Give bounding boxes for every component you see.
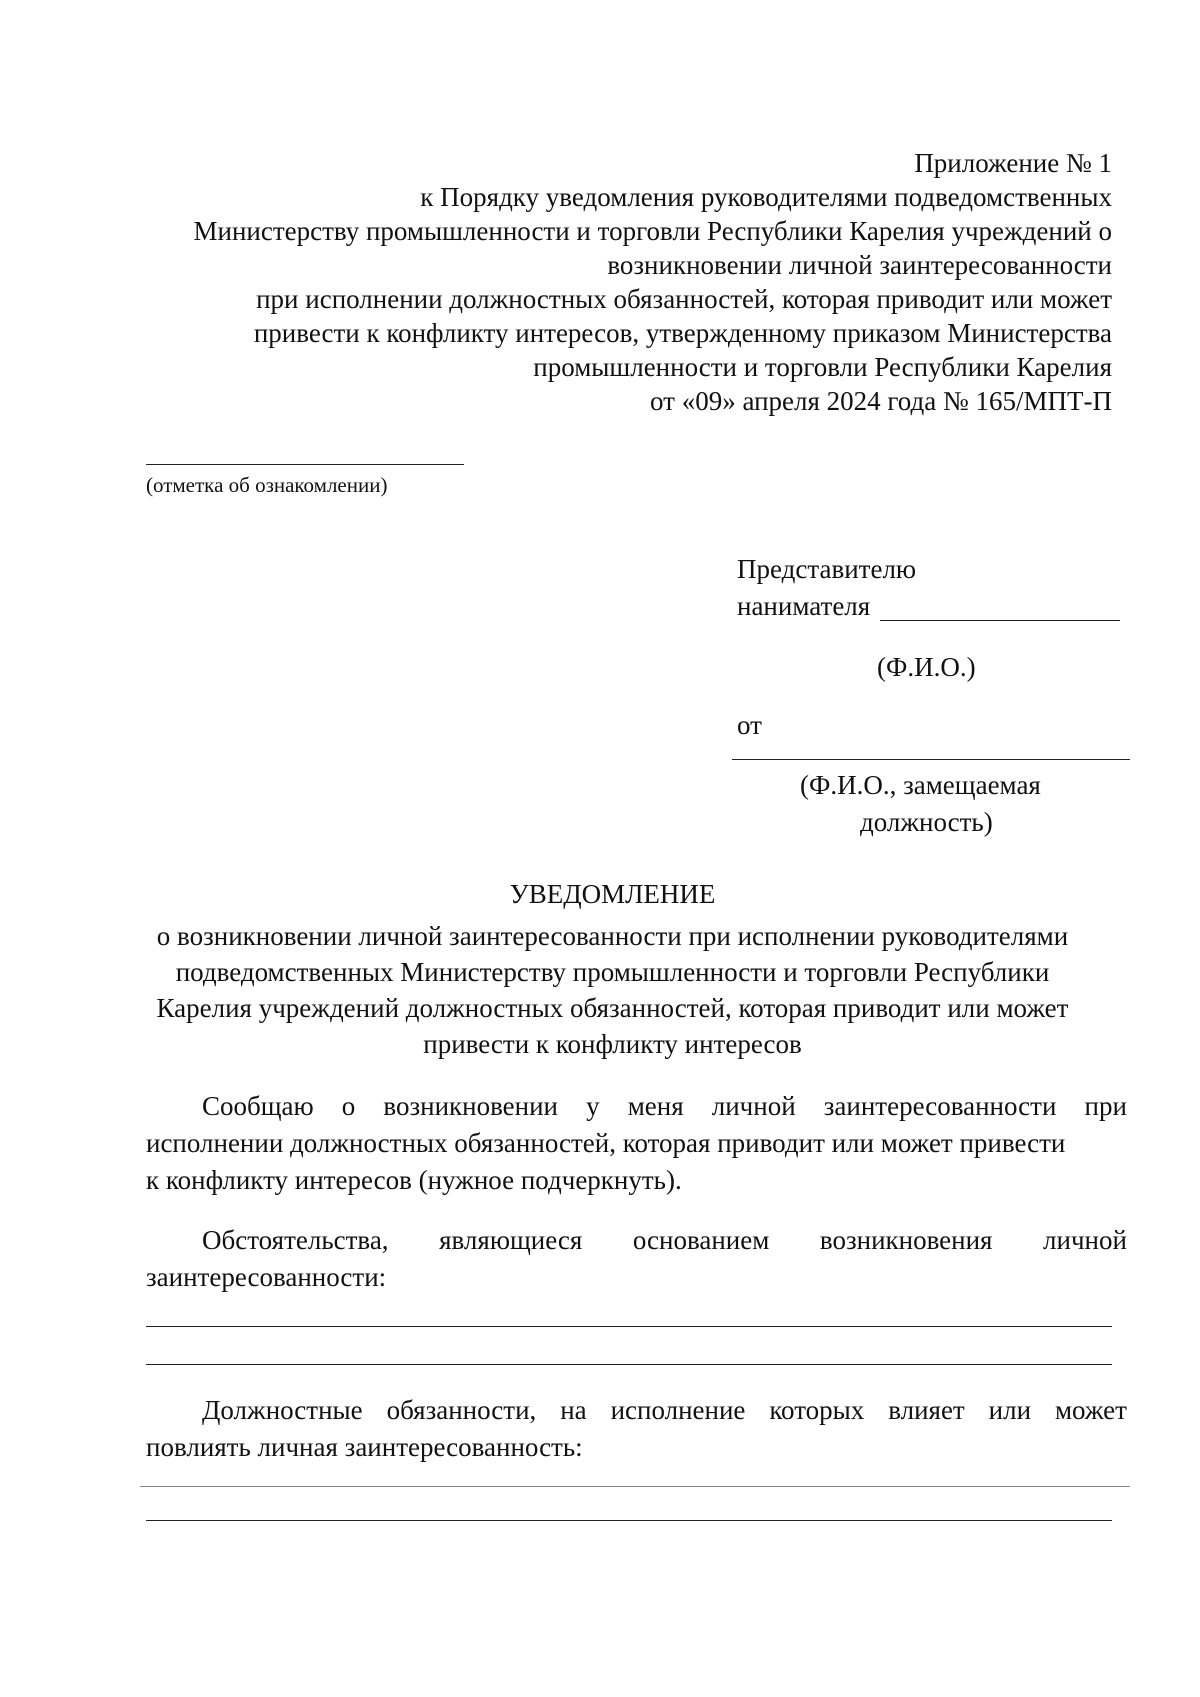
addressee-to-line1: Представителю	[737, 554, 917, 584]
paragraph-line: Должностные обязанности, на исполнение которых влияет или может	[202, 1395, 1127, 1425]
addressee-from-label: от	[737, 710, 762, 740]
addressee-to-caption: (Ф.И.О.)	[877, 652, 976, 682]
sender-caption-line1: (Ф.И.О., замещаемая	[800, 770, 1041, 800]
paragraph-line: заинтересованности:	[146, 1262, 387, 1292]
paragraph-notice	[146, 1088, 1127, 1199]
paragraph-line: исполнении должностных обязанностей, которая приводит или может привести	[146, 1128, 1066, 1158]
addressee-name-line	[880, 620, 1120, 621]
appendix-header	[100, 146, 1112, 418]
paragraph-circumstances	[146, 1222, 1127, 1296]
header-line: возникновении личной заинтересованности	[607, 250, 1112, 280]
paragraph-line: Сообщаю о возникновении у меня личной заинтересованности при	[202, 1091, 1127, 1121]
paragraph-line: повлиять личная заинтересованность:	[146, 1432, 583, 1462]
fill-line-duties-2[interactable]	[146, 1520, 1112, 1521]
sender-name-line	[732, 759, 1130, 760]
header-line: Министерству промышленности и торговли Республики Карелия учреждений о	[193, 216, 1112, 246]
acknowledgement-label: (отметка об ознакомлении)	[146, 473, 388, 497]
paragraph-line: Обстоятельства, являющиеся основанием возникновения личной	[202, 1225, 1127, 1255]
fill-line-circumstances-1[interactable]	[146, 1326, 1112, 1327]
header-line: промышленности и торговли Республики Карелия	[533, 352, 1112, 382]
fill-line-duties-1[interactable]	[140, 1486, 1130, 1487]
paragraph-line: к конфликту интересов (нужное подчеркнуть).	[146, 1165, 682, 1195]
notice-subtitle-line: подведомственных Министерству промышленности и торговли Республики	[175, 957, 1050, 987]
notice-title	[120, 876, 1105, 1062]
fill-line-circumstances-2[interactable]	[146, 1364, 1112, 1365]
acknowledgement-line	[146, 464, 464, 465]
header-line: привести к конфликту интересов, утвержденному приказом Министерства	[253, 318, 1112, 348]
notice-heading: УВЕДОМЛЕНИЕ	[509, 879, 716, 909]
sender-caption-line2: должность)	[860, 807, 993, 837]
paragraph-duties	[146, 1392, 1127, 1466]
header-line: от «09» апреля 2024 года № 165/МПТ-П	[650, 386, 1112, 416]
header-line: при исполнении должностных обязанностей, которая приводит или может	[256, 284, 1112, 314]
notice-subtitle-line: привести к конфликту интересов	[423, 1029, 802, 1059]
notice-subtitle-line: о возникновении личной заинтересованности при исполнении руководителями	[156, 921, 1069, 951]
addressee-to-line2: нанимателя	[737, 591, 871, 621]
notice-subtitle-line: Карелия учреждений должностных обязанностей, которая приводит или может	[156, 993, 1069, 1023]
header-line: к Порядку уведомления руководителями подведомственных	[420, 182, 1112, 212]
header-line: Приложение № 1	[914, 148, 1112, 178]
